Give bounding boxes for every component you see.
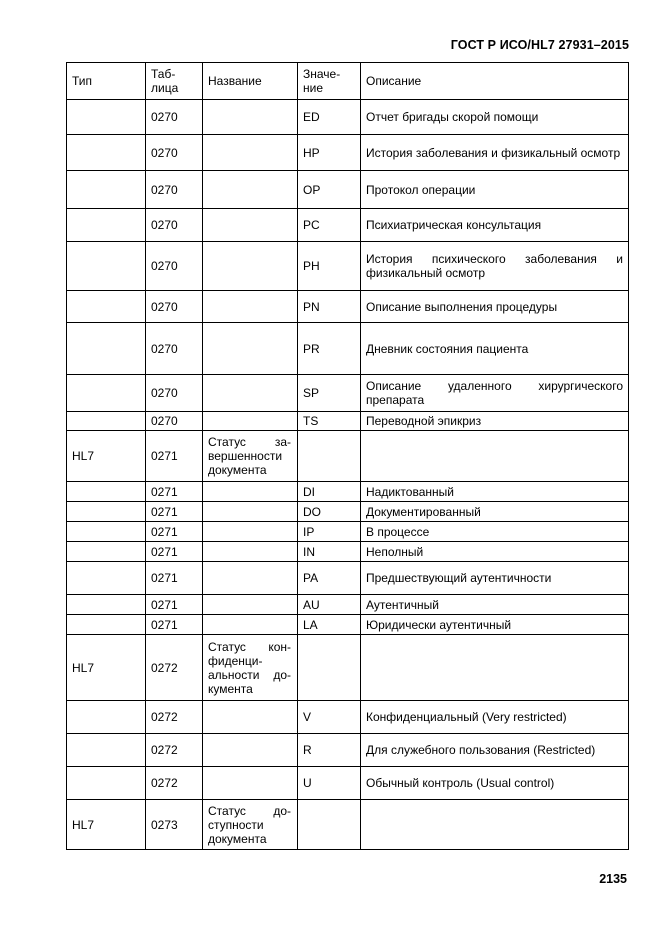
cell-table: 0270 xyxy=(146,171,203,209)
cell-type xyxy=(67,375,146,412)
cell-type xyxy=(67,595,146,615)
cell-table: 0271 xyxy=(146,522,203,542)
cell-description: Описание выполнения процедуры xyxy=(361,291,629,323)
cell-name xyxy=(203,291,298,323)
cell-value: ED xyxy=(298,100,361,135)
cell-type xyxy=(67,701,146,734)
cell-name xyxy=(203,562,298,595)
cell-table: 0272 xyxy=(146,734,203,767)
table-row xyxy=(67,595,629,615)
cell-type: HL7 xyxy=(67,800,146,850)
cell-table: 0272 xyxy=(146,635,203,701)
table-row xyxy=(67,171,629,209)
cell-value: PN xyxy=(298,291,361,323)
table-row xyxy=(67,242,629,291)
cell-name: Статус кон-фиденци-альности до-кумента xyxy=(203,635,298,701)
cell-value: IP xyxy=(298,522,361,542)
cell-type xyxy=(67,209,146,242)
cell-name xyxy=(203,209,298,242)
cell-name: Статус за-вершенности документа xyxy=(203,431,298,482)
cell-name xyxy=(203,734,298,767)
cell-name xyxy=(203,701,298,734)
cell-type xyxy=(67,171,146,209)
cell-type: HL7 xyxy=(67,635,146,701)
cell-description: История психического заболевания и физикальный осмотр xyxy=(361,242,629,291)
table-row xyxy=(67,542,629,562)
cell-type xyxy=(67,135,146,171)
table-row xyxy=(67,635,629,701)
cell-name xyxy=(203,482,298,502)
table-row xyxy=(67,615,629,635)
table-row xyxy=(67,502,629,522)
cell-value: LA xyxy=(298,615,361,635)
cell-value xyxy=(298,431,361,482)
cell-value: TS xyxy=(298,412,361,431)
cell-table: 0270 xyxy=(146,242,203,291)
cell-description: Отчет бригады скорой помощи xyxy=(361,100,629,135)
cell-description: Для служебного пользования (Restricted) xyxy=(361,734,629,767)
cell-description: Надиктованный xyxy=(361,482,629,502)
cell-type xyxy=(67,562,146,595)
cell-type: HL7 xyxy=(67,431,146,482)
cell-name xyxy=(203,375,298,412)
cell-table: 0273 xyxy=(146,800,203,850)
cell-name xyxy=(203,615,298,635)
cell-table: 0271 xyxy=(146,562,203,595)
cell-value: PC xyxy=(298,209,361,242)
cell-type xyxy=(67,767,146,800)
table-header-row xyxy=(67,63,629,100)
cell-name xyxy=(203,767,298,800)
cell-description xyxy=(361,635,629,701)
cell-name xyxy=(203,542,298,562)
table-row xyxy=(67,431,629,482)
cell-value: PH xyxy=(298,242,361,291)
table-row xyxy=(67,209,629,242)
cell-value: HP xyxy=(298,135,361,171)
cell-table: 0270 xyxy=(146,209,203,242)
table-row xyxy=(67,562,629,595)
cell-name xyxy=(203,171,298,209)
cell-name xyxy=(203,595,298,615)
cell-value xyxy=(298,800,361,850)
cell-table: 0271 xyxy=(146,431,203,482)
table-row xyxy=(67,767,629,800)
cell-type xyxy=(67,615,146,635)
cell-name xyxy=(203,502,298,522)
cell-description: Переводной эпикриз xyxy=(361,412,629,431)
col-header-description: Описание xyxy=(361,63,629,100)
cell-type xyxy=(67,323,146,375)
cell-value: AU xyxy=(298,595,361,615)
cell-description: Документированный xyxy=(361,502,629,522)
table-row xyxy=(67,100,629,135)
table-row xyxy=(67,412,629,431)
cell-description: Дневник состояния пациента xyxy=(361,323,629,375)
cell-value: V xyxy=(298,701,361,734)
cell-type xyxy=(67,242,146,291)
cell-name xyxy=(203,135,298,171)
cell-description: Протокол операции xyxy=(361,171,629,209)
cell-description xyxy=(361,800,629,850)
cell-value: PA xyxy=(298,562,361,595)
cell-value: IN xyxy=(298,542,361,562)
cell-table: 0271 xyxy=(146,502,203,522)
cell-table: 0271 xyxy=(146,482,203,502)
table-row xyxy=(67,291,629,323)
cell-value: R xyxy=(298,734,361,767)
col-header-type: Тип xyxy=(67,63,146,100)
cell-type xyxy=(67,502,146,522)
cell-description: Предшествующий аутентичности xyxy=(361,562,629,595)
cell-name xyxy=(203,100,298,135)
cell-table: 0270 xyxy=(146,323,203,375)
cell-name xyxy=(203,522,298,542)
cell-value: DO xyxy=(298,502,361,522)
cell-table: 0271 xyxy=(146,595,203,615)
cell-type xyxy=(67,291,146,323)
cell-table: 0270 xyxy=(146,100,203,135)
cell-type xyxy=(67,482,146,502)
cell-type xyxy=(67,542,146,562)
cell-table: 0270 xyxy=(146,135,203,171)
col-header-name: Название xyxy=(203,63,298,100)
col-header-value: Значе- ние xyxy=(298,63,361,100)
cell-table: 0272 xyxy=(146,767,203,800)
cell-description: Психиатрическая консультация xyxy=(361,209,629,242)
cell-description: Описание удаленного хирургического препарата xyxy=(361,375,629,412)
cell-table: 0271 xyxy=(146,615,203,635)
cell-table: 0270 xyxy=(146,375,203,412)
cell-name: Статус до-ступности документа xyxy=(203,800,298,850)
cell-value: DI xyxy=(298,482,361,502)
table-row xyxy=(67,522,629,542)
cell-value: PR xyxy=(298,323,361,375)
cell-description: Конфиденциальный (Very restricted) xyxy=(361,701,629,734)
cell-table: 0272 xyxy=(146,701,203,734)
table-body xyxy=(67,100,629,850)
table-row xyxy=(67,323,629,375)
cell-description xyxy=(361,431,629,482)
cell-description: История заболевания и физикальный осмотр xyxy=(361,135,629,171)
page-number: 2135 xyxy=(599,872,627,886)
table-row xyxy=(67,701,629,734)
cell-type xyxy=(67,100,146,135)
table-row xyxy=(67,482,629,502)
cell-value: SP xyxy=(298,375,361,412)
cell-description: Аутентичный xyxy=(361,595,629,615)
col-header-table: Таб- лица xyxy=(146,63,203,100)
cell-table: 0270 xyxy=(146,412,203,431)
cell-value xyxy=(298,635,361,701)
cell-description: В процессе xyxy=(361,522,629,542)
cell-table: 0270 xyxy=(146,291,203,323)
cell-description: Юридически аутентичный xyxy=(361,615,629,635)
cell-type xyxy=(67,412,146,431)
cell-table: 0271 xyxy=(146,542,203,562)
table-row xyxy=(67,135,629,171)
cell-name xyxy=(203,323,298,375)
cell-name xyxy=(203,412,298,431)
cell-type xyxy=(67,734,146,767)
table-row xyxy=(67,734,629,767)
table-row xyxy=(67,800,629,850)
cell-name xyxy=(203,242,298,291)
document-header: ГОСТ Р ИСО/HL7 27931–2015 xyxy=(450,38,629,52)
codes-table xyxy=(66,62,629,850)
cell-description: Неполный xyxy=(361,542,629,562)
cell-value: OP xyxy=(298,171,361,209)
cell-description: Обычный контроль (Usual control) xyxy=(361,767,629,800)
cell-value: U xyxy=(298,767,361,800)
cell-type xyxy=(67,522,146,542)
table-row xyxy=(67,375,629,412)
